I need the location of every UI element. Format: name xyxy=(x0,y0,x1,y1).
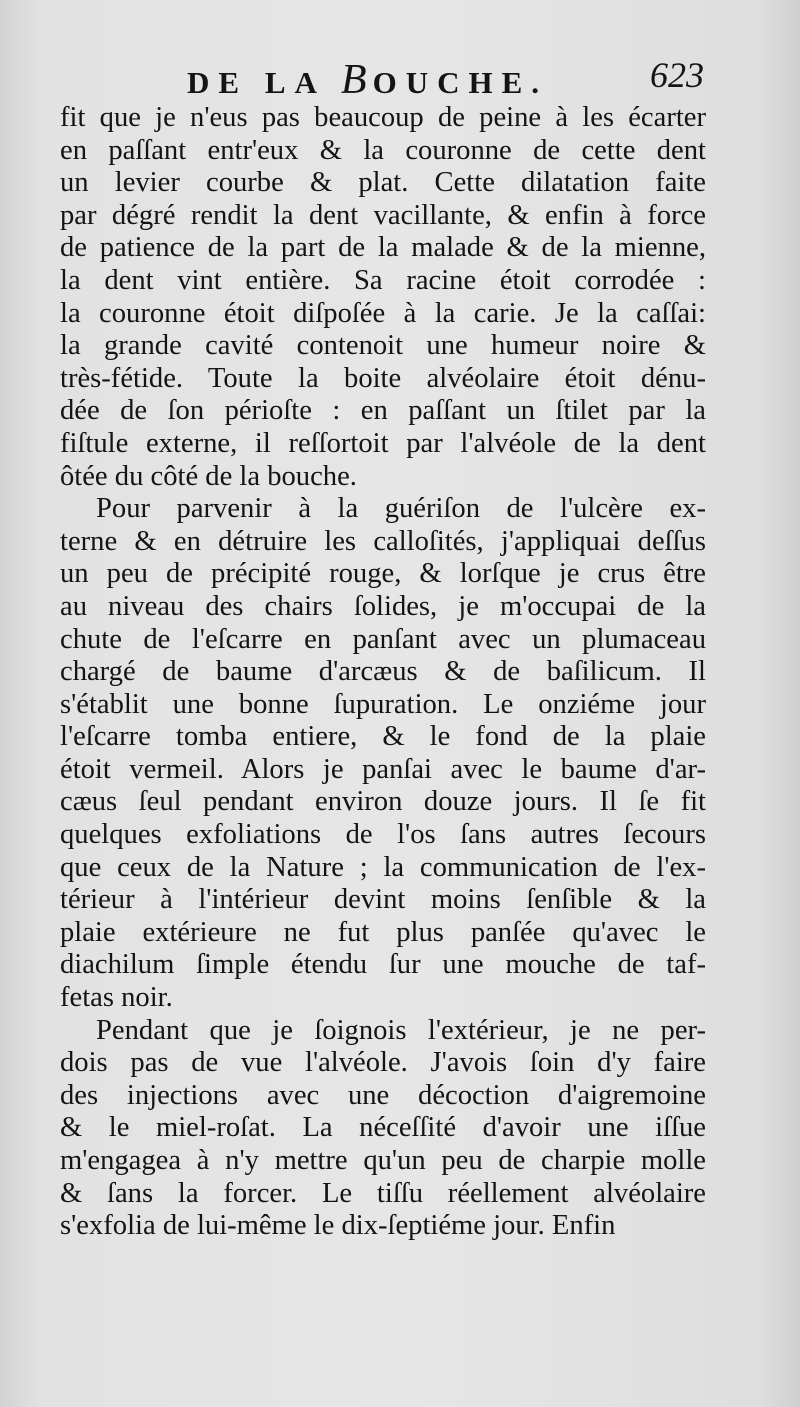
text-line: par dégré rendit la dent vacillante, & enfin à force xyxy=(60,199,706,231)
text-line: fiſtule externe, il reſſortoit par l'alvéole de la dent xyxy=(60,427,706,459)
text-line: de patience de la part de la malade & de la mienne, xyxy=(60,232,706,264)
paragraph xyxy=(60,102,706,493)
text-line: m'engagea à n'y mettre qu'un peu de charpie molle xyxy=(60,1145,706,1176)
text-line: en paſſant entr'eux & la couronne de cette dent xyxy=(60,134,706,166)
text-line: cæus ſeul pendant environ douze jours. Il ſe fit xyxy=(60,786,706,818)
text-line: diachilum ſimple étendu ſur une mouche de taf- xyxy=(60,949,706,981)
text-line: au niveau des chairs ſolides, je m'occupai de la xyxy=(60,590,706,622)
text-line: terne & en détruire les calloſités, j'appliquai deſſus xyxy=(60,525,706,557)
text-line: fetas noir. xyxy=(60,982,173,1014)
text-line: l'eſcarre tomba entiere, & le fond de la plaie xyxy=(60,721,706,753)
running-head-rest: OUCHE. xyxy=(372,65,549,100)
text-line: dée de ſon périoſte : en paſſant un ſtilet par la xyxy=(60,395,706,427)
text-line: la grande cavité contenoit une humeur noire & xyxy=(60,330,706,362)
text-line: un peu de précipité rouge, & lorſque je crus être xyxy=(60,558,706,590)
body-text xyxy=(60,102,706,1243)
text-line: plaie extérieure ne fut plus panſée qu'avec le xyxy=(60,916,706,948)
text-line: Pour parvenir à la guériſon de l'ulcère ex- xyxy=(96,493,706,525)
text-line: s'exfolia de lui-même le dix-ſeptiéme jour. Enfin xyxy=(60,1210,616,1242)
text-line: très-fétide. Toute la boite alvéolaire étoit dénu- xyxy=(60,362,706,394)
text-line: chute de l'eſcarre en panſant avec un plumaceau xyxy=(60,623,706,655)
text-line: quelques exfoliations de l'os ſans autres ſecours xyxy=(60,819,706,851)
text-line: la dent vint entière. Sa racine étoit corrodée : xyxy=(60,264,706,296)
paragraph xyxy=(60,493,706,1015)
page-header xyxy=(62,52,712,102)
running-head-initial: B xyxy=(340,57,373,103)
text-line: étoit vermeil. Alors je panſai avec le baume d'ar- xyxy=(60,753,706,785)
text-line: que ceux de la Nature ; la communication de l'ex- xyxy=(60,851,706,883)
text-line: ôtée du côté de la bouche. xyxy=(60,460,357,492)
text-line: dois pas de vue l'alvéole. J'avois ſoin d'y faire xyxy=(60,1047,706,1079)
text-line: & le miel-roſat. La néceſſité d'avoir une iſſue xyxy=(60,1112,706,1144)
text-line: & ſans la forcer. Le tiſſu réellement alvéolaire xyxy=(60,1177,706,1209)
text-line: un levier courbe & plat. Cette dilatation faite xyxy=(60,167,706,199)
page-number: 623 xyxy=(650,55,704,95)
text-line: des injections avec une décoction d'aigremoine xyxy=(60,1079,706,1111)
text-line: térieur à l'intérieur devint moins ſenſible & la xyxy=(60,884,706,916)
text-line: chargé de baume d'arcæus & de baſilicum. Il xyxy=(60,656,706,688)
text-line: fit que je n'eus pas beaucoup de peine à les écarter xyxy=(60,102,706,133)
text-line: la couronne étoit diſpoſée à la carie. Je la caſſai: xyxy=(60,297,706,329)
running-head xyxy=(187,56,548,104)
text-line: Pendant que je ſoignois l'extérieur, je ne per- xyxy=(96,1014,706,1046)
paragraph xyxy=(60,1015,706,1243)
text-line: s'établit une bonne ſupuration. Le onziéme jour xyxy=(60,688,706,720)
running-head-prefix: DE LA xyxy=(187,65,341,100)
